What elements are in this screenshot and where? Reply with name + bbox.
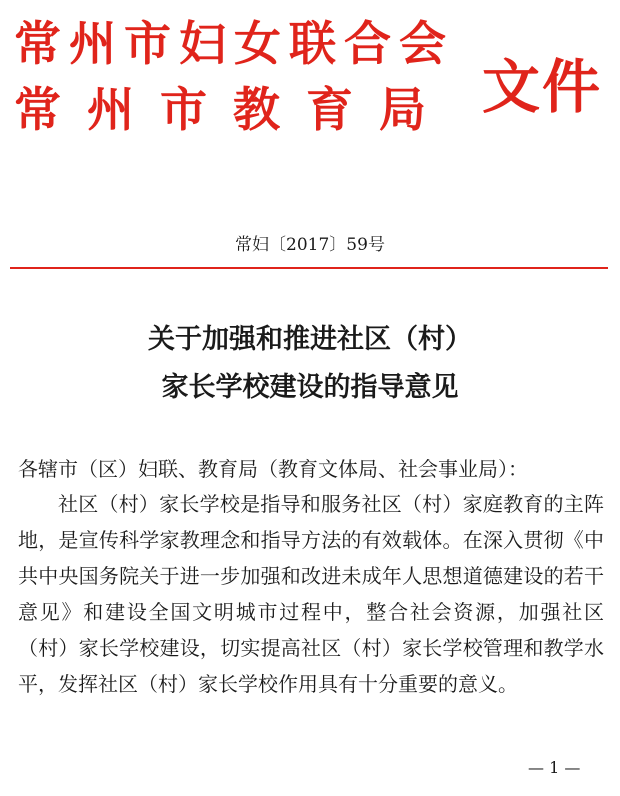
document-title-line-1: 关于加强和推进社区（村） bbox=[148, 324, 472, 355]
header-document-suffix: 文件 bbox=[482, 53, 603, 121]
red-separator-rule bbox=[10, 267, 608, 269]
header-issuer-line-1: 常州市妇女联合会 bbox=[14, 17, 454, 72]
header-issuer-line-2: 常州市教育局 bbox=[14, 83, 452, 138]
document-number: 常妇〔2017〕59号 bbox=[235, 235, 385, 255]
document-title-line-2: 家长学校建设的指导意见 bbox=[161, 372, 459, 403]
body-paragraph: 社区（村）家长学校是指导和服务社区（村）家庭教育的主阵地，是宣传科学家教理念和指导方法的有效载体。在深入贯彻《中共中央国务院关于进一步加强和改进未成年人思想道德建设的若干意见》和建设全国文明城市过程中，整合社会资源，加强社区（村）家长学校建设，切实提高社区（村）家长学校管理和教学水平，发挥社区（村）家长学校作用具有十分重要的意义。 bbox=[18, 492, 604, 696]
page-number: — 1 — bbox=[528, 758, 581, 777]
salutation: 各辖市（区）妇联、教育局（教育文体局、社会事业局）： bbox=[18, 457, 528, 481]
